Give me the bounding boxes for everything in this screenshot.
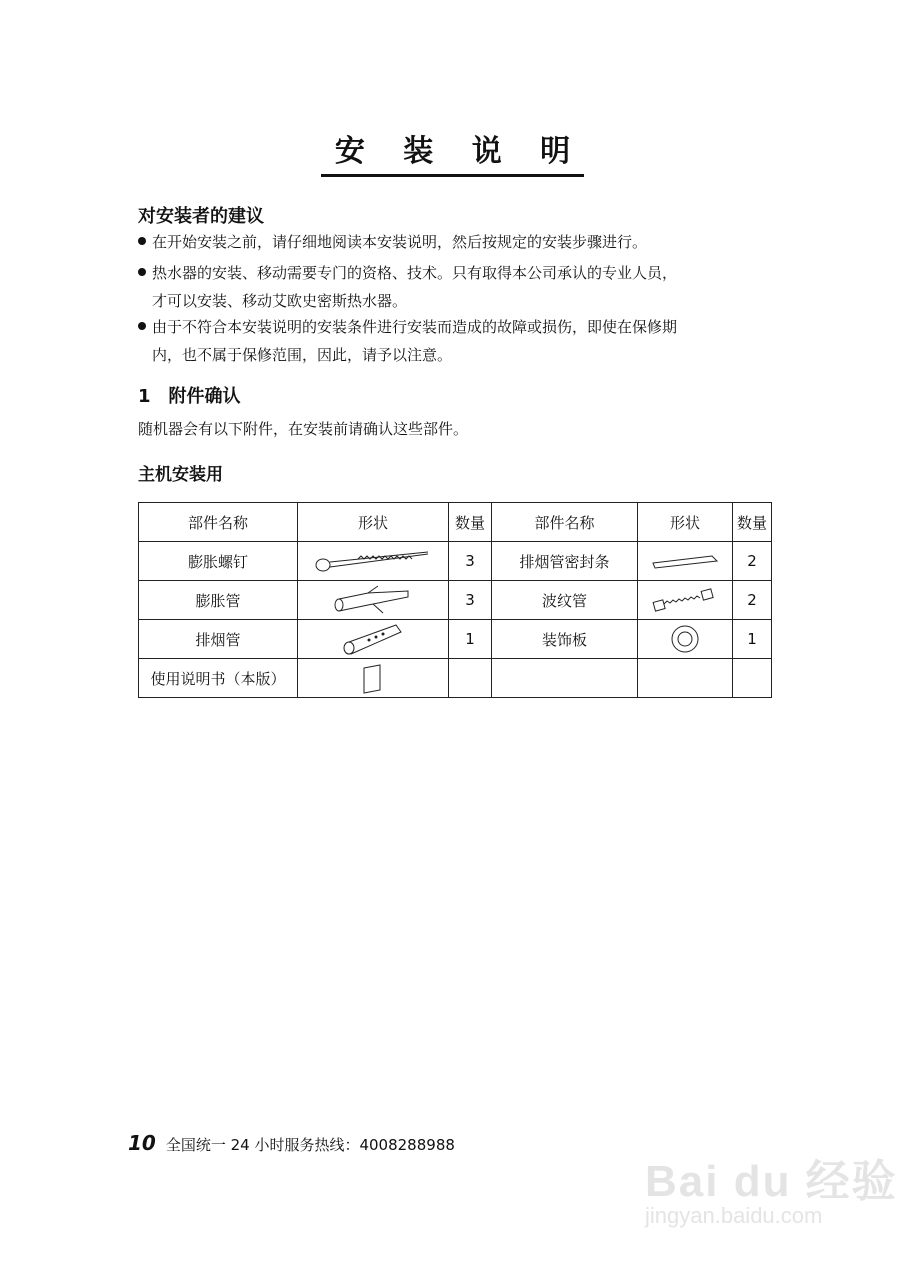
bullet-dot-icon (138, 268, 146, 276)
bullet-dot-icon (138, 322, 146, 330)
advice-bullet-2: 热水器的安装、移动需要专门的资格、技术。只有取得本公司承认的专业人员， 才可以安装、移动艾欧史密斯热水器。 (138, 259, 788, 315)
page-number: 10 (128, 1131, 156, 1155)
header-cell: 部件名称 (139, 503, 298, 542)
manual-icon (362, 662, 384, 694)
header-cell: 数量 (733, 503, 772, 542)
header-cell: 形状 (298, 503, 449, 542)
table-subheading: 主机安装用 (138, 465, 223, 485)
header-cell: 部件名称 (492, 503, 638, 542)
header-cell: 形状 (638, 503, 733, 542)
table-header-row (139, 503, 772, 542)
ring-plate-icon (669, 623, 701, 655)
watermark-url: jingyan.baidu.com (645, 1203, 823, 1228)
page-footer (128, 1131, 455, 1155)
advice-bullet-3: 由于不符合本安装说明的安装条件进行安装而造成的故障或损伤，即使在保修期 内，也不属于保修范围，因此，请予以注意。 (138, 313, 788, 369)
exhaust-pipe-icon (341, 622, 405, 656)
parts-table (138, 502, 772, 698)
advice-heading: 对安装者的建议 (138, 206, 264, 227)
table-row: 膨胀管 3 波纹管 2 (139, 581, 772, 620)
section-heading: 1 附件确认 (138, 386, 241, 407)
corrugated-pipe-icon (652, 587, 718, 613)
table-row: 膨胀螺钉 3 排烟管密封条 2 (139, 542, 772, 581)
baidu-logo: Bai du 经验 (645, 1157, 898, 1206)
header-cell: 数量 (449, 503, 492, 542)
bullet-dot-icon (138, 237, 146, 245)
table-row: 使用说明书（本版） (139, 659, 772, 698)
table-row: 排烟管 1 装饰板 1 (139, 620, 772, 659)
screw-icon (313, 548, 433, 574)
service-hotline: 全国统一 24 小时服务热线：4008288988 (165, 1136, 455, 1154)
baidu-watermark (645, 1145, 898, 1229)
advice-bullet-1: 在开始安装之前，请仔细地阅读本安装说明，然后按规定的安装步骤进行。 (138, 228, 788, 256)
section-intro: 随机器会有以下附件，在安装前请确认这些部件。 (138, 420, 469, 438)
seal-strip-icon (650, 551, 720, 571)
anchor-icon (333, 585, 413, 615)
page-title: 安 装 说 明 (0, 126, 905, 177)
